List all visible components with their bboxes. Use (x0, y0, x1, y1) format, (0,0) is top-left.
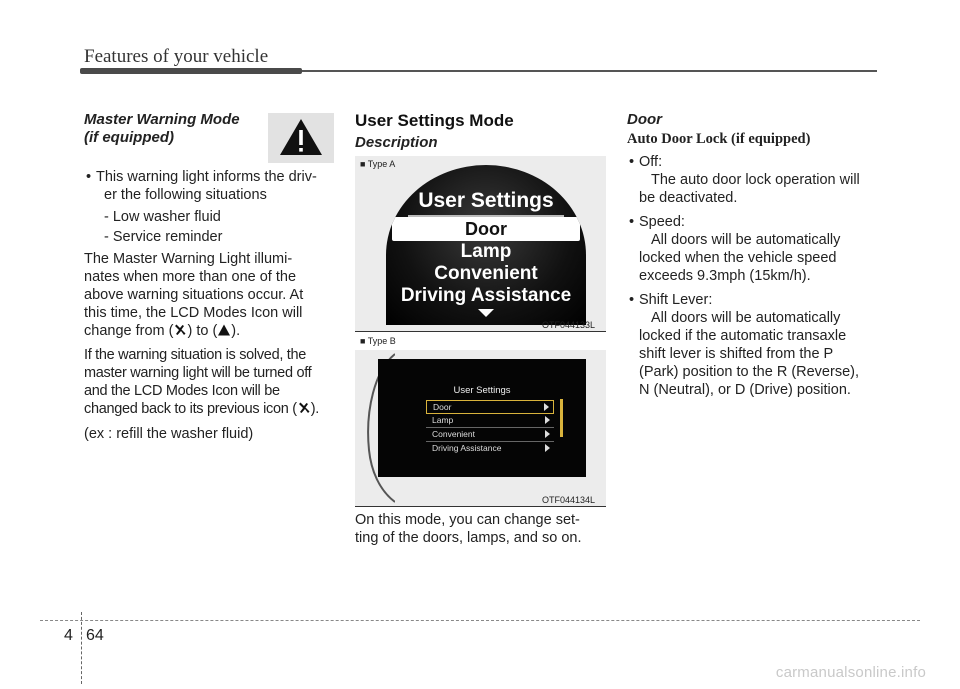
description-heading: Description (355, 134, 438, 151)
user-settings-caption: On this mode, you can change set- ting of the doors, lamps, and so on. (355, 512, 582, 546)
arrow-right-icon (544, 403, 549, 411)
arrow-right-icon (545, 444, 550, 452)
bullet-item-off: • Off: (627, 153, 879, 171)
master-warning-illustration (268, 113, 334, 163)
screen-a-item: Convenient (434, 263, 538, 284)
auto-door-lock-heading: Auto Door Lock (if equipped) (627, 131, 811, 147)
down-arrow-icon (478, 309, 494, 317)
screen-a-title: User Settings (418, 189, 554, 212)
screen-b-row-convenient: Convenient (426, 428, 554, 440)
screen-b-row-lamp: Lamp (426, 414, 554, 426)
paragraph-1: The Master Warning Light illumi- nates when more than one of the above warning situations occur. At this time, the LCD Modes Icon will change from ( ) to ( ). (84, 251, 304, 339)
screen-b-scrollbar (560, 399, 563, 437)
display-screen-b (378, 359, 586, 477)
screen-b-title: User Settings (453, 385, 511, 396)
type-b-label: ■ Type B (360, 336, 396, 346)
screen-b-row-door: Door (426, 400, 554, 414)
figure-rule (355, 506, 606, 507)
warning-small-icon (217, 323, 231, 337)
wrench-icon (173, 323, 187, 337)
bullet-item-shift-lever: • Shift Lever: (627, 291, 879, 309)
type-a-label: ■ Type A (360, 159, 396, 169)
wrench-icon (297, 401, 311, 415)
header-rule (302, 70, 877, 72)
figure-code: OTF044133L (542, 320, 596, 330)
figure-code: OTF044134L (542, 495, 596, 505)
section-number: 4 (64, 627, 73, 644)
col3-body: • Off: The auto door lock operation will be deactivated. • Speed: All doors will be automatically locked when the vehicle speed exceeds 9.3mph (15km/h). • Shift Lever: All doors will be automatically locked if the automatic transaxle shift lever is shifted from the P (Park) position to the R (Reverse), N (Neutral), or D (Drive) position. (627, 153, 879, 399)
footer-rule (40, 620, 920, 621)
figure-rule (355, 331, 606, 332)
page-number: 64 (86, 627, 104, 644)
screen-a-item: Driving Assistance (400, 285, 572, 306)
running-header: Features of your vehicle (84, 46, 269, 67)
screen-a-item: Lamp (460, 241, 512, 262)
bullet-item-speed: • Speed: (627, 213, 879, 231)
door-heading: Door (627, 111, 662, 128)
arrow-right-icon (545, 430, 550, 438)
watermark: carmanualsonline.info (775, 664, 926, 681)
bullet-item: • This warning light informs the driv- er the following situations (84, 168, 336, 204)
screen-a-selected-row: Door (392, 217, 580, 241)
warning-triangle-icon (268, 113, 334, 163)
footer-divider (81, 612, 82, 684)
example-note: (ex : refill the washer fluid) (84, 426, 254, 442)
screen-b-row-driving-assistance: Driving Assistance (426, 442, 554, 454)
header-bar (80, 68, 302, 74)
arrow-right-icon (545, 416, 550, 424)
master-warning-heading: Master Warning Mode (if equipped) (84, 111, 240, 146)
paragraph-2: If the warning situation is solved, the master warning light will be turned off and the LCD Modes Icon will be changed back to its previous icon ( ). (84, 347, 320, 417)
display-screen-a (386, 165, 586, 325)
col1-body: • This warning light informs the driv- er the following situations - Low washer fluid - Service reminder The Master Warning Light illumi- nates when more than one of the above warning situations occur. At this time, the LCD Modes Icon will change from ( ) to ( ). If the warning situation is solved, the master warning light will be turned off and the LCD Modes Icon will be changed back to its previous icon ( ). (ex : refill the washer fluid) (84, 168, 336, 443)
user-settings-heading: User Settings Mode (355, 111, 514, 130)
